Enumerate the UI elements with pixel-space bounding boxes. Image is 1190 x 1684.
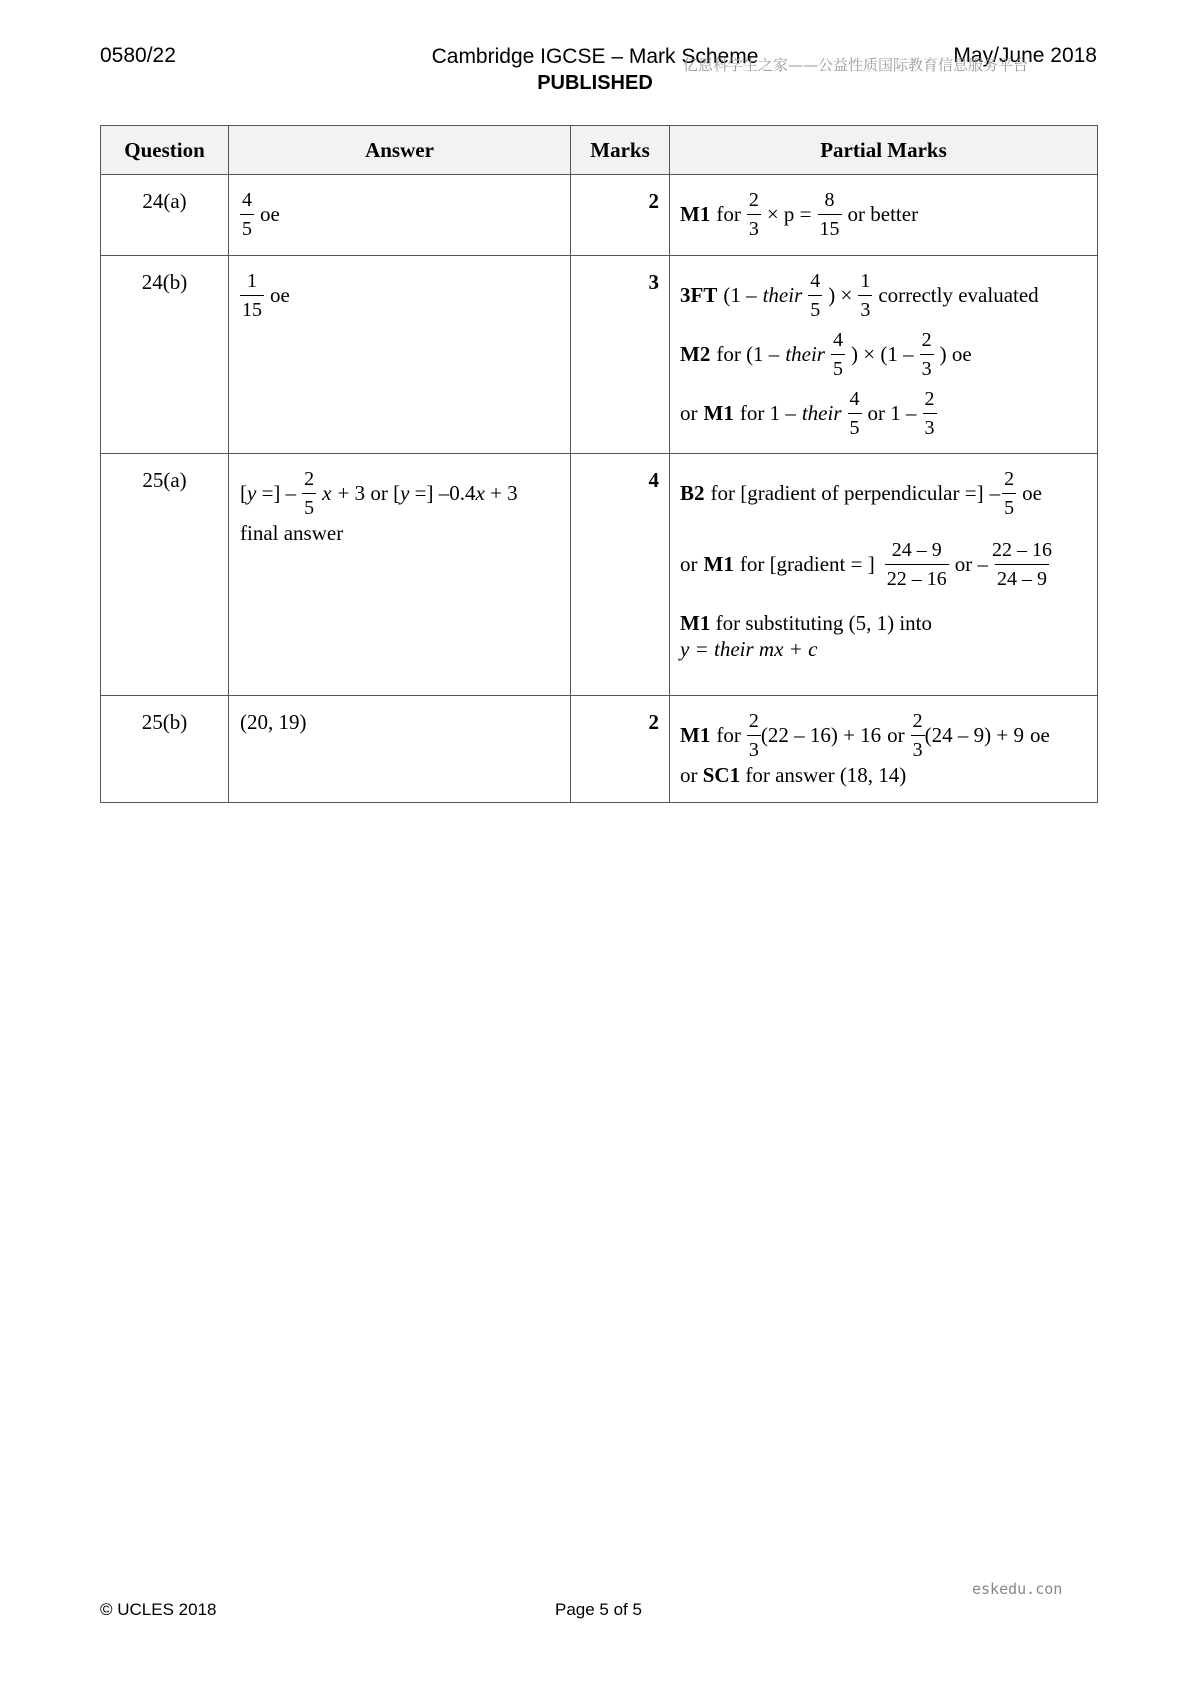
answer-suffix: oe xyxy=(260,202,280,226)
fraction: $\frac{2}{5}$ xyxy=(1004,468,1015,519)
mark-code: B2 xyxy=(680,481,705,505)
mark-code: 3FT xyxy=(680,283,718,307)
partial-marks-cell: 3FT (1 – their $\frac{4}{5}$ ) × $\frac{1}{3}$ correctly evaluated M2 for (1 – their $\frac{4}{5}$ ) × (1 – $\frac{2}{3}$ ) oe or M1 for 1 – their $\frac{4}{5}$ or 1 – $\frac{2}{3}$ xyxy=(670,256,1098,454)
published-label: PUBLISHED xyxy=(537,72,653,94)
table-row-24a xyxy=(101,175,1098,256)
mark-code: M1 xyxy=(680,611,711,635)
fraction: $\frac{24 - 9}{22 - 16}$ xyxy=(886,539,947,590)
partial-line: or SC1 for answer (18, 14) xyxy=(680,763,907,787)
table-header-row xyxy=(101,126,1098,175)
mark-code: M1 xyxy=(703,552,734,576)
partial-marks-cell: M1 for $\frac{2}{3}$ × p = $\frac{8}{15}$ or better xyxy=(670,175,1098,256)
marks-value: 2 xyxy=(571,175,670,256)
mark-scheme-table xyxy=(100,125,1098,803)
marks-value: 2 xyxy=(571,696,670,803)
table-row-25b xyxy=(101,696,1098,803)
answer-cell xyxy=(229,256,571,454)
answer-cell xyxy=(229,175,571,256)
table-row-25a xyxy=(101,454,1098,696)
fraction: $\frac{2}{3}$ xyxy=(924,388,935,439)
fraction: $\frac{1}{15}$ xyxy=(242,270,262,321)
fraction: $\frac{2}{3}$ xyxy=(921,329,932,380)
header-partial-marks: Partial Marks xyxy=(670,126,1098,175)
partial-marks-cell: M1 for $\frac{2}{3}$ (22 – 16) + 16 or $\frac{2}{3}$ (24 – 9) + 9 oe or SC1 for answer (18, 14) xyxy=(670,696,1098,803)
partial-line: M1 for substituting (5, 1) into xyxy=(680,611,932,635)
answer-note: final answer xyxy=(240,521,344,545)
fraction: $\frac{8}{15}$ xyxy=(819,189,840,240)
exam-session: May/June 2018 xyxy=(953,44,1097,67)
copyright: © UCLES 2018 xyxy=(100,1600,217,1619)
answer-suffix: oe xyxy=(270,283,290,307)
mark-code: M1 xyxy=(680,202,711,226)
watermark-text: 亿恩科学生之家——公益性质国际教育信息服务平台 xyxy=(683,56,1029,74)
fraction: $\frac{22 - 16}{24 - 9}$ xyxy=(991,539,1052,590)
question-number: 25(a) xyxy=(101,454,229,696)
header-answer: Answer xyxy=(229,126,571,175)
partial-marks-cell: B2 for [gradient of perpendicular =] – $\frac{2}{5}$ oe or M1 for [gradient = ] $\frac{24 - 9}{22 - 16}$ or – $\frac{22 - 16}{24 - 9}$ M1 for substituting (5, 1) into y = their mx + c xyxy=(670,454,1098,696)
mark-code: M1 xyxy=(703,401,734,425)
paper-code: 0580/22 xyxy=(100,44,176,67)
fraction: $\frac{2}{5}$ xyxy=(304,468,315,519)
answer-cell: [ y =] – $\frac{2}{5}$ x + 3 or [ y =] –0.4 x + 3 final answer xyxy=(229,454,571,696)
site-watermark: eskedu.con xyxy=(972,1580,1063,1598)
fraction: $\frac{4}{5}$ xyxy=(832,329,843,380)
fraction: $\frac{2}{3}$ xyxy=(912,710,923,761)
mark-code: SC1 xyxy=(702,763,741,787)
fraction: $\frac{2}{3}$ xyxy=(748,710,759,761)
fraction: $\frac{4}{5}$ xyxy=(242,189,252,240)
fraction: $\frac{4}{5}$ xyxy=(810,270,821,321)
fraction: $\frac{2}{3}$ xyxy=(748,189,759,240)
question-number: 25(b) xyxy=(101,696,229,803)
answer-value: (20, 19) xyxy=(240,710,307,734)
fraction: $\frac{1}{3}$ xyxy=(860,270,871,321)
header-question: Question xyxy=(101,126,229,175)
marks-value: 3 xyxy=(571,256,670,454)
header-marks: Marks xyxy=(571,126,670,175)
page-number: Page 5 of 5 xyxy=(555,1600,642,1619)
fraction: $\frac{4}{5}$ xyxy=(849,388,860,439)
answer-cell xyxy=(229,696,571,803)
equation-line: y = their mx + c xyxy=(680,637,818,661)
mark-code: M1 xyxy=(680,723,711,747)
question-number: 24(a) xyxy=(101,175,229,256)
question-number: 24(b) xyxy=(101,256,229,454)
document-title: Cambridge IGCSE – Mark Scheme xyxy=(431,45,759,68)
marks-value: 4 xyxy=(571,454,670,696)
table-row-24b xyxy=(101,256,1098,454)
mark-code: M2 xyxy=(680,342,711,366)
